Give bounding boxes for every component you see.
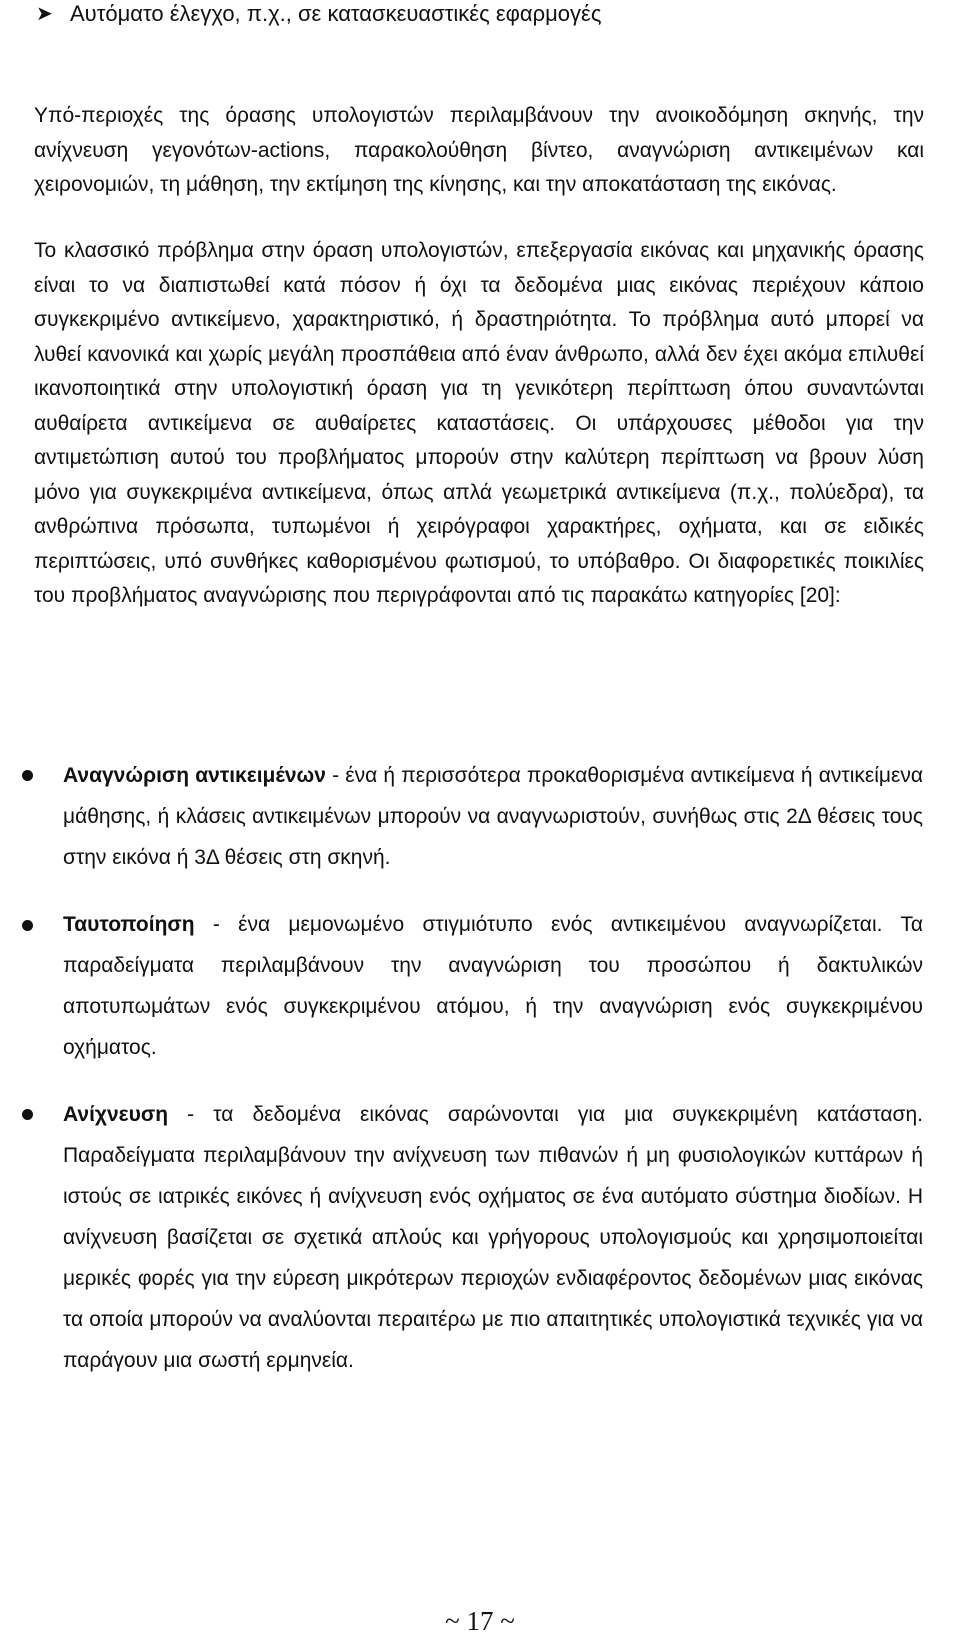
bullet-dot-icon (22, 1109, 33, 1120)
list-item-description: - ένα ή περισσότερα προκαθορισμένα αντικείμενα ή αντικείμενα μάθησης, ή κλάσεις αντικειμένων μπορούν να αναγνωριστούν, συνήθως στις 2Δ θέσεις τους στην εικόνα ή 3Δ θέσεις στη σκηνή. (63, 764, 923, 869)
page-number: ~ 17 ~ (445, 1606, 515, 1636)
list-item-body (63, 904, 923, 1068)
list-item-description: - τα δεδομένα εικόνας σαρώνονται για μια συγκεκριμένη κατάσταση. Παραδείγματα περιλαμβάνουν την ανίχνευση των πιθανών ή μη φυσιολογικών κυττάρων ή ιστούς σε ιατρικές εικόνες ή ανίχνευση ενός οχήματος σε ένα αυτόματο σύστημα διοδίων. Η ανίχνευση βασίζεται σε σχετικά απλούς και γρήγορους υπολογισμούς και χρησιμοποιείται μερικές φορές για την εύρεση μικρότερων περιοχών ενδιαφέροντος δεδομένων μιας εικόνας τα οποία μπορούν να αναλύονται περαιτέρω με πιο απαιτητικές υπολογιστικά τεχνικές για να παράγουν μια σωστή ερμηνεία. (63, 1103, 923, 1372)
paragraph-classic-problem: Το κλασσικό πρόβλημα στην όραση υπολογιστών, επεξεργασία εικόνας και μηχανικής όρασης είναι το να διαπιστωθεί κατά πόσον ή όχι τα δεδομένα μιας εικόνας περιέχουν κάποιο συγκεκριμένο αντικείμενο, χαρακτηριστικό, ή δραστηριότητα. Το πρόβλημα αυτό μπορεί να λυθεί κανονικά και χωρίς μεγάλη προσπάθεια από έναν άνθρωπο, αλλά δεν έχει ακόμα επιλυθεί ικανοποιητικά στην υπολογιστική όραση για τη γενικότερη περίπτωση όπου συναντώνται αυθαίρετα αντικείμενα σε αυθαίρετες καταστάσεις. Οι υπάρχουσες μέθοδοι για την αντιμετώπιση αυτού του προβλήματος μπορούν στην καλύτερη περίπτωση να βρουν λύση μόνο για συγκεκριμένα αντικείμενα, όπως απλά γεωμετρικά αντικείμενα (π.χ., πολύεδρα), τα ανθρώπινα πρόσωπα, τυπωμένοι ή χειρόγραφοι χαρακτήρες, οχήματα, και σε ειδικές περιπτώσεις, υπό συνθήκες καθορισμένου φωτισμού, το υπόβαθρο. Οι διαφορετικές ποικιλίες του προβλήματος αναγνώρισης που περιγράφονται από τις παρακάτω κατηγορίες [20]: (34, 239, 924, 607)
list-item-term: Ταυτοποίηση (63, 913, 195, 936)
list-item-term: Ανίχνευση (63, 1103, 169, 1126)
list-item-description: - ένα μεμονωμένο στιγμιότυπο ενός αντικειμένου αναγνωρίζεται. Τα παραδείγματα περιλαμβάνουν την αναγνώριση του προσώπου ή δακτυλικών αποτυπωμάτων ενός συγκεκριμένου ατόμου, ή την αναγνώριση ενός συγκεκριμένου οχήματος. (63, 913, 923, 1059)
arrow-bullet-icon: ➤ (36, 3, 53, 25)
list-item-body (63, 1094, 923, 1381)
bullet-dot-icon (22, 770, 33, 781)
top-bullet-line (36, 0, 601, 28)
bullet-dot-icon (22, 920, 33, 931)
paragraph-subareas: Υπό-περιοχές της όρασης υπολογιστών περιλαμβάνουν την ανοικοδόμηση σκηνής, την ανίχνευση γεγονότων-actions, παρακολούθηση βίντεο, αναγνώριση αντικειμένων και χειρονομιών, τη μάθηση, την εκτίμηση της κίνησης, και την αποκατάσταση της εικόνας. (34, 104, 924, 196)
list-item-body (63, 755, 923, 878)
top-bullet-text: Αυτόματο έλεγχο, π.χ., σε κατασκευαστικές εφαρμογές (70, 1, 602, 26)
list-item-term: Αναγνώριση αντικειμένων (63, 764, 326, 787)
